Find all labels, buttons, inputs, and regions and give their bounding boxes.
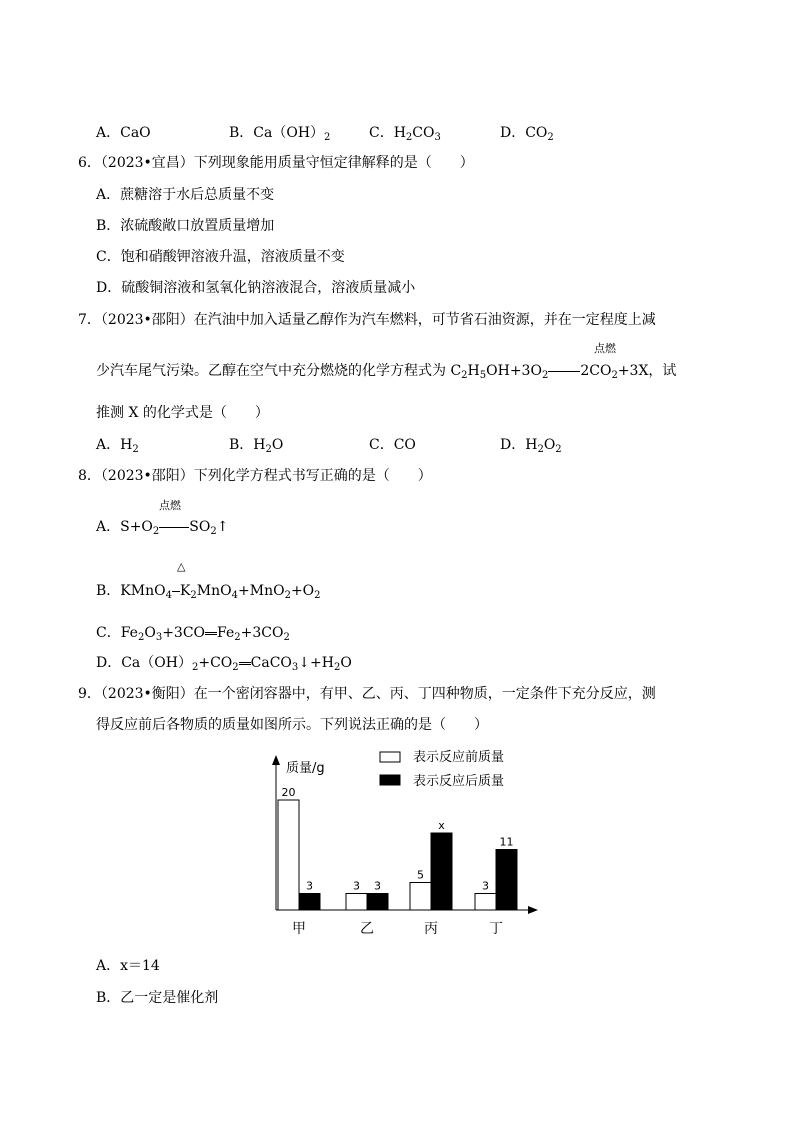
q7-option-b: B．$H_2O$ — [229, 437, 284, 455]
bar-before-2 — [410, 883, 431, 911]
q8-option-a: A．$S+O_2$ $SO_2↑$ — [96, 519, 229, 537]
data-label: x — [438, 819, 445, 832]
q8-a-condition: 点燃 — [159, 499, 181, 512]
q6-option-c: C．饱和硝酸钾溶液升温，溶液质量不变 — [96, 249, 345, 265]
q7-option-a: A．$H_2$ — [96, 437, 139, 455]
q7-condition: 点燃 — [594, 342, 616, 355]
q6-option-b: B．浓硫酸敞口放置质量增加 — [96, 218, 275, 234]
equals-sign — [205, 632, 217, 635]
y-axis-arrow — [272, 755, 280, 765]
q9-stem-line2: 得反应前后各物质的质量如图所示。下列说法正确的是（ ） — [96, 717, 488, 733]
data-label: 20 — [281, 786, 296, 799]
q5-option-d: D．$CO_2$ — [500, 125, 554, 143]
reaction-line — [172, 591, 180, 592]
bar-before-1 — [346, 894, 367, 911]
x-axis-arrow — [528, 906, 538, 914]
q8-option-b: B．KMnO$_4$ $K_2MnO_4+MnO_2+O_2$ — [96, 583, 321, 601]
q9-option-b: B．乙一定是催化剂 — [96, 990, 219, 1006]
bar-before-0 — [278, 800, 299, 910]
category-label: 乙 — [360, 921, 374, 937]
q9-stem-line1: 9．（2023•衡阳）在一个密闭容器中，有甲、乙、丙、丁四种物质，一定条件下充分反应，测 — [78, 686, 656, 702]
y-axis-label: 质量/g — [286, 761, 325, 776]
data-label: 5 — [417, 868, 424, 882]
equals-sign — [239, 662, 251, 665]
q6-option-a: A．蔗糖溶于水后总质量不变 — [96, 187, 275, 203]
q7-stem-line3: 推测 X 的化学式是（ ） — [96, 405, 269, 421]
reaction-line — [159, 527, 189, 528]
q8-stem: 8．（2023•邵阳）下列化学方程式书写正确的是（ ） — [78, 468, 432, 484]
q7-stem-line2: 少汽车尾气污染。乙醇在空气中充分燃烧的化学方程式为 $C_2H_5OH+3O_2$ $2CO_2+3X$，试 — [96, 363, 677, 381]
data-label: 3 — [482, 879, 489, 893]
q5-option-a: A．CaO — [96, 125, 151, 141]
bar-after-3 — [496, 850, 517, 911]
q5-option-b: B．$Ca(OH)_2$ — [229, 125, 331, 143]
q6-option-d: D．硫酸铜溶液和氢氧化钠溶液混合，溶液质量减小 — [96, 280, 416, 296]
data-label: 3 — [353, 879, 360, 893]
legend-swatch-after — [380, 775, 400, 785]
category-label: 甲 — [292, 921, 306, 937]
bar-after-1 — [367, 894, 388, 911]
q8-b-condition: △ — [177, 560, 186, 573]
bar-chart — [260, 745, 560, 945]
legend-label-before: 表示反应前质量 — [413, 750, 505, 765]
legend-swatch-before — [380, 752, 400, 762]
data-label: 11 — [499, 835, 514, 849]
data-label: 3 — [374, 879, 381, 893]
q9-option-a: A．x＝14 — [96, 958, 160, 974]
q8-option-d: D．$Ca(OH)_2+CO_2$ $CaCO_3↓+H_2O$ — [96, 655, 352, 673]
bar-after-2 — [431, 833, 452, 910]
category-label: 丁 — [489, 921, 503, 937]
q7-stem-line1: 7．（2023•邵阳）在汽油中加入适量乙醇作为汽车燃料，可节省石油资源，并在一定程度上减 — [78, 312, 656, 328]
category-label: 丙 — [424, 921, 438, 937]
legend-label-after: 表示反应后质量 — [413, 774, 505, 789]
q5-option-c: C．$H_2CO_3$ — [369, 125, 441, 143]
q6-stem: 6．（2023•宜昌）下列现象能用质量守恒定律解释的是（ ） — [78, 155, 474, 171]
bar-before-3 — [475, 894, 496, 911]
q7-option-c: C．CO — [369, 437, 416, 453]
data-label: 3 — [306, 879, 313, 893]
q7-option-d: D．$H_2O_2$ — [500, 437, 562, 455]
bars-group — [278, 786, 517, 937]
bar-after-0 — [299, 894, 320, 911]
q8-option-c: C．$Fe_2O_3+3CO$ $Fe_2+3CO_2$ — [96, 625, 290, 643]
reaction-line — [548, 371, 580, 372]
